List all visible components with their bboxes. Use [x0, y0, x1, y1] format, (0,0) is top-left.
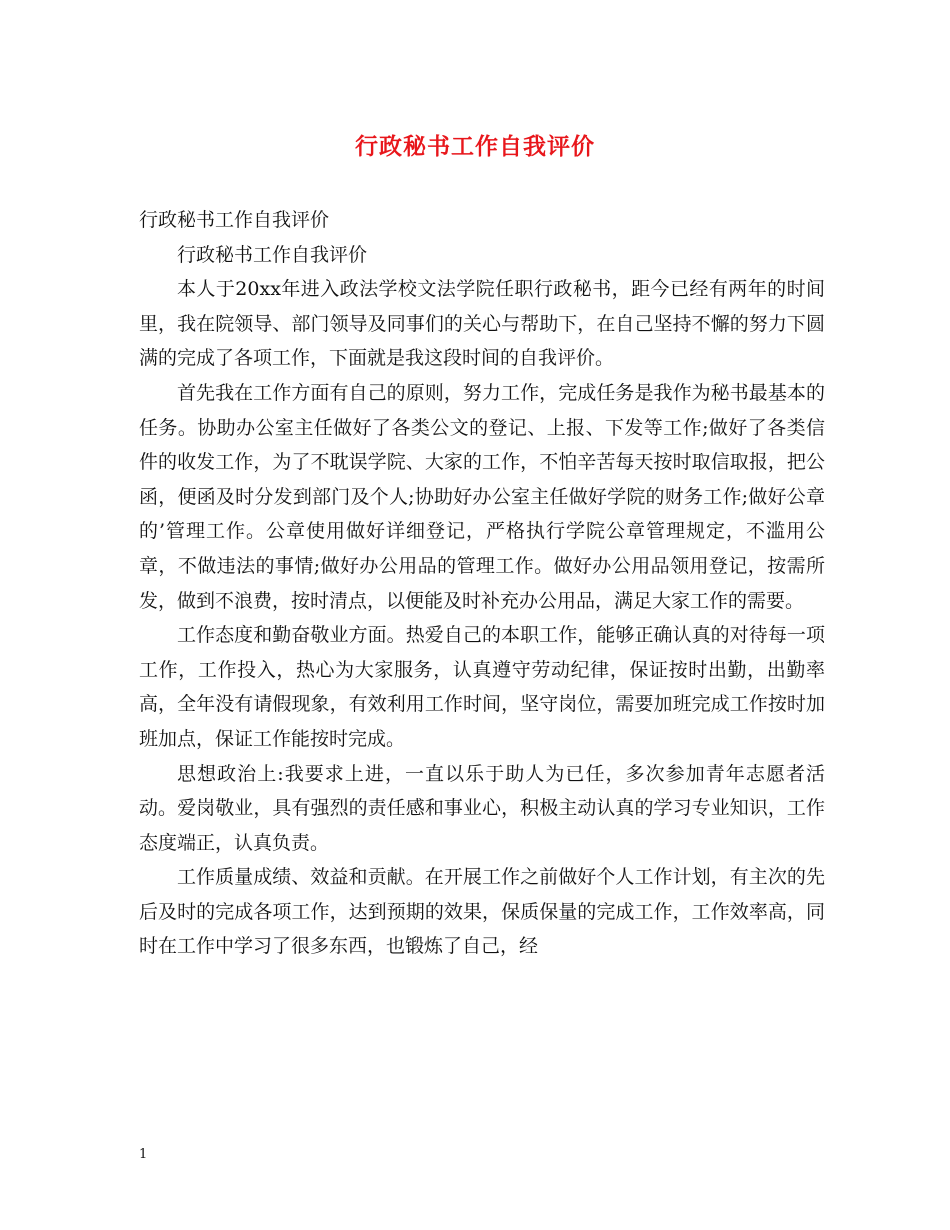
- paragraph-subtitle: 行政秘书工作自我评价: [177, 243, 368, 266]
- paragraph-work-quality: 工作质量成绩、效益和贡献。在开展工作之前做好个人工作计划，有主次的先后及时的完成各项工作，达到预期的效果，保质保量的完成工作，工作效率高，同时在工作中学习了很多东西，也锻炼了自己，经: [139, 866, 825, 958]
- document-body: [139, 203, 825, 964]
- header-line: 行政秘书工作自我评价: [139, 209, 330, 231]
- document-title: 行政秘书工作自我评价: [355, 133, 595, 160]
- paragraph-intro: 本人于20xx年进入政法学校文法学院任职行政秘书，距今已经有两年的时间里，我在院领导、部门领导及同事们的关心与帮助下，在自己坚持不懈的努力下圆满的完成了各项工作，下面就是我这段时间的自我评价。: [139, 278, 825, 370]
- paragraph-political-thought: 思想政治上:我要求上进，一直以乐于助人为已任，多次参加青年志愿者活动。爱岗敬业，具有强烈的责任感和事业心，积极主动认真的学习专业知识，工作态度端正，认真负责。: [139, 762, 825, 854]
- page-number: 1: [139, 1147, 148, 1162]
- paragraph-work-principles: 首先我在工作方面有自己的原则，努力工作，完成任务是我作为秘书最基本的任务。协助办公室主任做好了各类公文的登记、上报、下发等工作;做好了各类信件的收发工作，为了不耽误学院、大家的工作，不怕辛苦每天按时取信取报，把公函，便函及时分发到部门及个人;协助好办公室主任做好学院的财务工作;做好公章的’管理工作。公章使用做好详细登记，严格执行学院公章管理规定，不滥用公章，不做违法的事情;做好办公用品的管理工作。做好办公用品领用登记，按需所发，做到不浪费，按时清点，以便能及时补充办公用品，满足大家工作的需要。: [139, 381, 825, 612]
- paragraph-work-attitude: 工作态度和勤奋敬业方面。热爱自己的本职工作，能够正确认真的对待每一项工作，工作投入，热心为大家服务，认真遵守劳动纪律，保证按时出勤，出勤率高，全年没有请假现象，有效利用工作时间，坚守岗位，需要加班完成工作按时加班加点，保证工作能按时完成。: [139, 624, 825, 750]
